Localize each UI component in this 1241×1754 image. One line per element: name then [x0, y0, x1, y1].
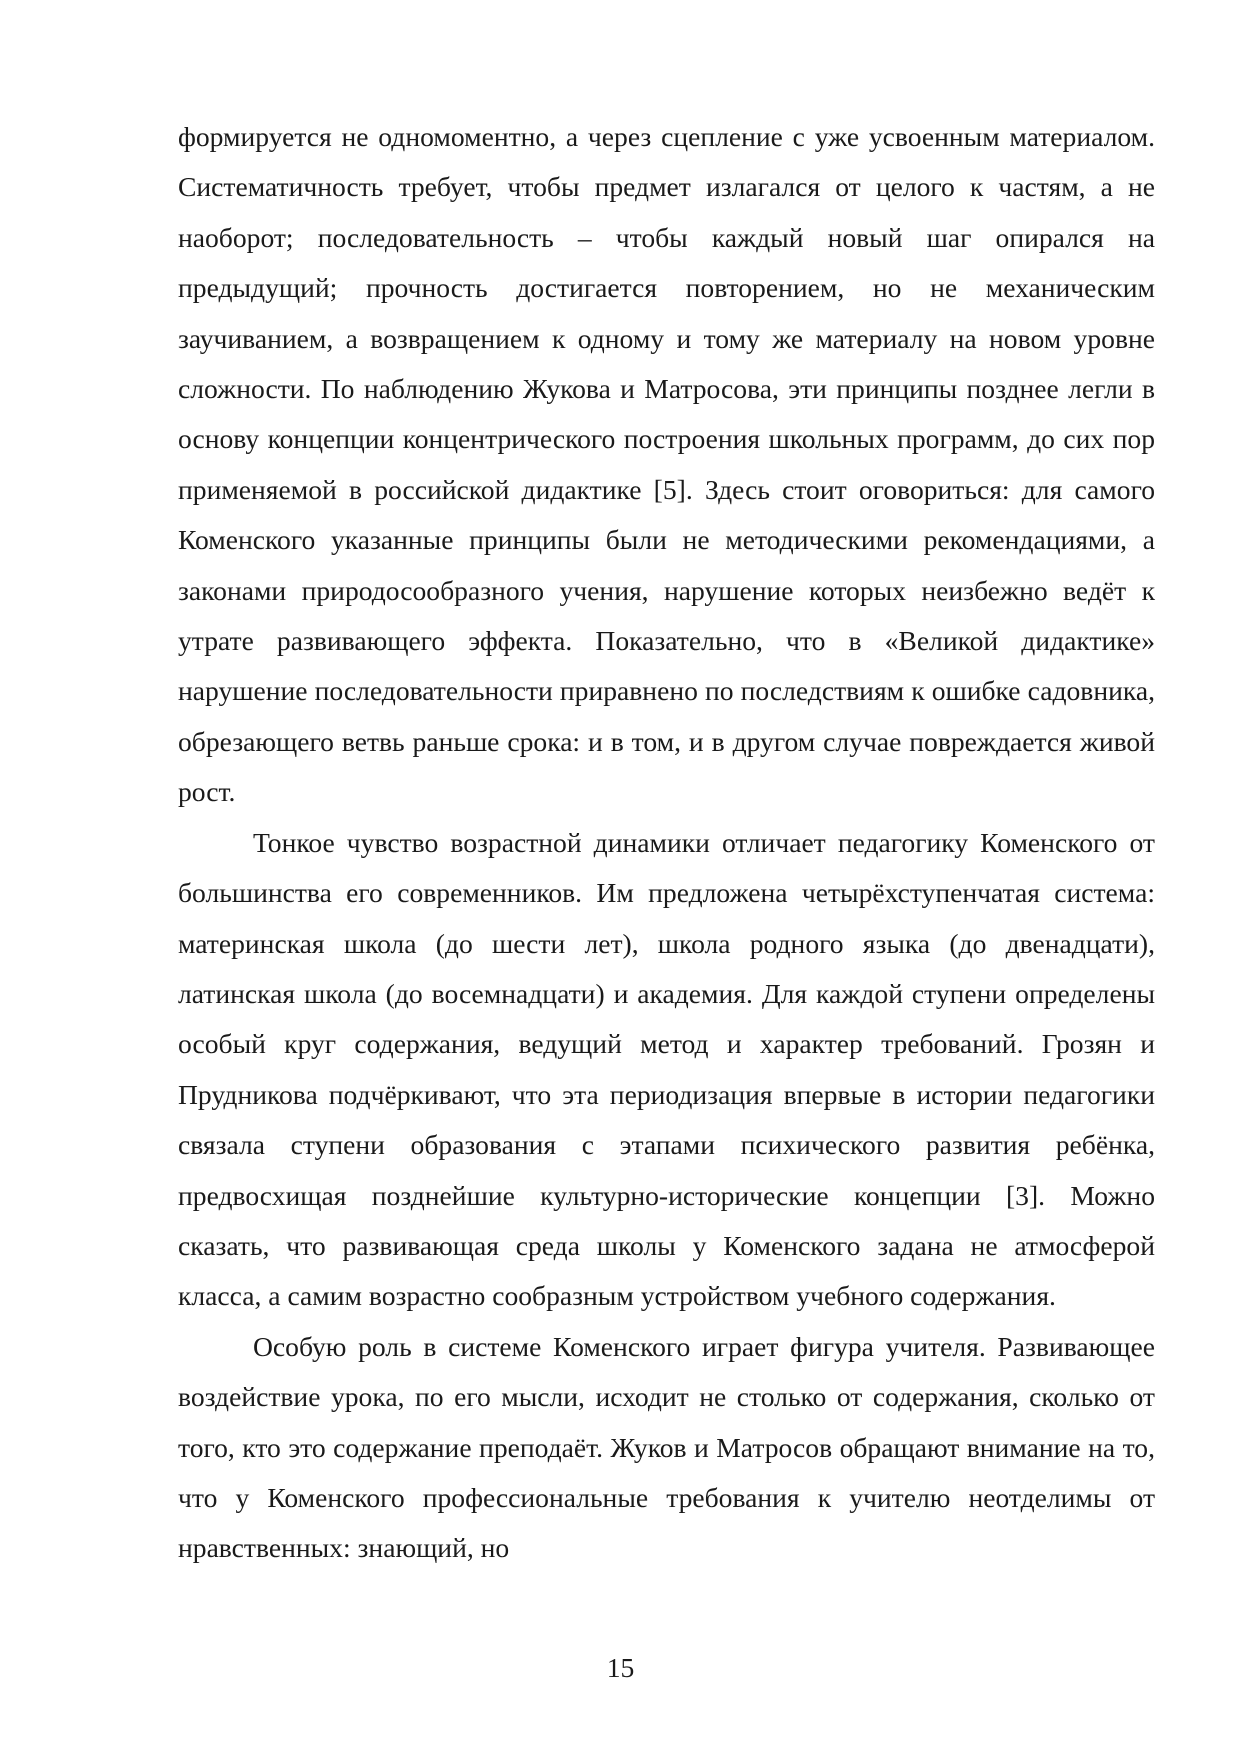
page-number: 15	[606, 1652, 635, 1683]
paragraph-continuation: формируется не одномоментно, а через сцепление с уже усвоенным материалом. Систематичность требует, чтобы предмет излагался от целого к частям, а не наоборот; последовательность – чтобы каждый новый шаг опирался на предыдущий; прочность достигается повторением, но не механическим заучиванием, а возвращением к одному и тому же материалу на новом уровне сложности. По наблюдению Жукова и Матросова, эти принципы позднее легли в основу концепции концентрического построения школьных программ, до сих пор применяемой в российской дидактике [5]. Здесь стоит оговориться: для самого Коменского указанные принципы были не методическими рекомендациями, а законами природосообразного учения, нарушение которых неизбежно ведёт к утрате развивающего эффекта. Показательно, что в «Великой дидактике» нарушение последовательности приравнено по последствиям к ошибке садовника, обрезающего ветвь раньше срока: и в том, и в другом случае повреждается живой рост.	[178, 121, 1155, 808]
page-body-text	[178, 112, 1155, 1574]
paragraph-age-dynamics: Тонкое чувство возрастной динамики отличает педагогику Коменского от большинства его современников. Им предложена четырёхступенчатая система: материнская школа (до шести лет), школа родного языка (до двенадцати), латинская школа (до восемнадцати) и академия. Для каждой ступени определены особый круг содержания, ведущий метод и характер требований. Грозян и Прудникова подчёркивают, что эта периодизация впервые в истории педагогики связала ступени образования с этапами психического развития ребёнка, предвосхищая позднейшие культурно-исторические концепции [3]. Можно сказать, что развивающая среда школы у Коменского задана не атмосферой класса, а самим возрастно сообразным устройством учебного содержания.	[178, 826, 1155, 1312]
paragraph-teacher-role: Особую роль в системе Коменского играет фигура учителя. Развивающее воздействие урока, по его мысли, исходит не столько от содержания, сколько от того, кто это содержание преподаёт. Жуков и Матросов обращают внимание на то, что у Коменского профессиональные требования к учителю неотделимы от нравственных: знающий, но	[178, 1330, 1155, 1564]
